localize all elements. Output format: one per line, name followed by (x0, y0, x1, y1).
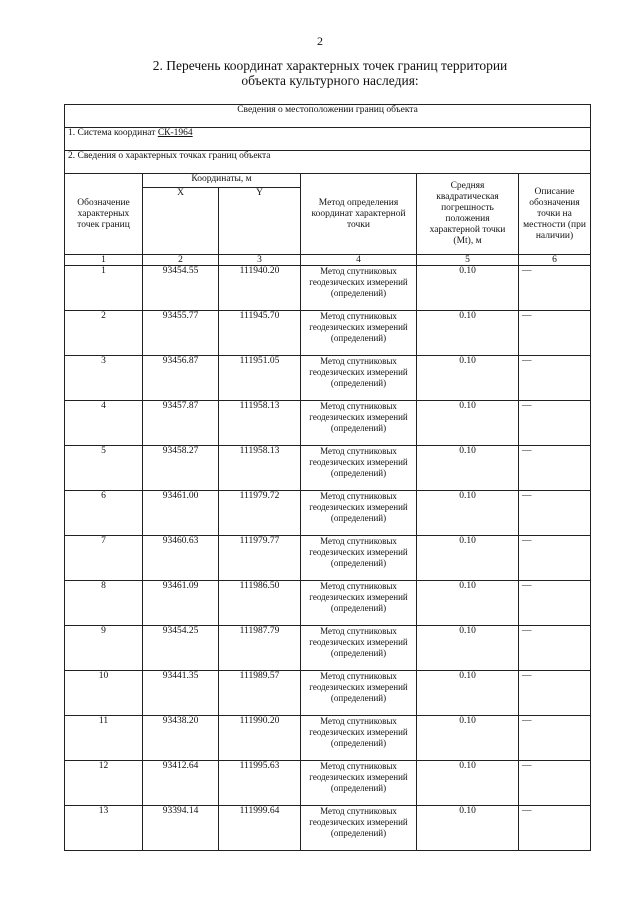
method-cell: Метод спутниковых геодезических измерений (определений) (301, 626, 417, 671)
coordinate-x: 93461.09 (143, 581, 219, 626)
point-number: 9 (65, 626, 143, 671)
error-value: 0.10 (417, 401, 519, 446)
coordinate-y: 111940.20 (219, 266, 301, 311)
coordinate-x: 93394.14 (143, 806, 219, 851)
point-number: 6 (65, 491, 143, 536)
table-row (65, 761, 591, 806)
coordinate-y: 111995.63 (219, 761, 301, 806)
error-value: 0.10 (417, 761, 519, 806)
method-cell: Метод спутниковых геодезических измерений (определений) (301, 536, 417, 581)
coordinate-x: 93456.87 (143, 356, 219, 401)
method-cell: Метод спутниковых геодезических измерений (определений) (301, 671, 417, 716)
document-title (60, 58, 600, 88)
description-cell: — (519, 626, 591, 671)
point-number: 5 (65, 446, 143, 491)
coordinate-y: 111986.50 (219, 581, 301, 626)
column-number: 3 (219, 255, 301, 266)
table-row (65, 806, 591, 851)
method-cell: Метод спутниковых геодезических измерений (определений) (301, 806, 417, 851)
title-line-1: 2. Перечень координат характерных точек границ территории (152, 58, 508, 73)
header-y: Y (219, 188, 301, 255)
header-x: X (143, 188, 219, 255)
description-cell: — (519, 446, 591, 491)
table-row (65, 401, 591, 446)
column-number: 2 (143, 255, 219, 266)
coordinates-table (64, 104, 591, 851)
coordinate-x: 93441.35 (143, 671, 219, 716)
coordinate-y: 111979.77 (219, 536, 301, 581)
column-number: 1 (65, 255, 143, 266)
point-number: 8 (65, 581, 143, 626)
method-cell: Метод спутниковых геодезических измерений (определений) (301, 401, 417, 446)
table-row (65, 266, 591, 311)
description-cell: — (519, 671, 591, 716)
error-value: 0.10 (417, 581, 519, 626)
error-value: 0.10 (417, 491, 519, 536)
coordinate-system-row (65, 128, 591, 151)
coordinate-x: 93412.64 (143, 761, 219, 806)
error-value: 0.10 (417, 446, 519, 491)
description-cell: — (519, 401, 591, 446)
method-cell: Метод спутниковых геодезических измерений (определений) (301, 446, 417, 491)
table-row (65, 491, 591, 536)
table-row (65, 446, 591, 491)
coordinate-x: 93458.27 (143, 446, 219, 491)
error-value: 0.10 (417, 356, 519, 401)
coordinate-system-label: 1. Система координат (68, 128, 158, 138)
coordinate-x: 93454.55 (143, 266, 219, 311)
description-cell: — (519, 761, 591, 806)
coordinate-x: 93460.63 (143, 536, 219, 581)
table-row (65, 311, 591, 356)
description-cell: — (519, 266, 591, 311)
table-caption: Сведения о местоположении границ объекта (65, 105, 591, 128)
method-cell: Метод спутниковых геодезических измерений (определений) (301, 491, 417, 536)
coordinate-x: 93454.25 (143, 626, 219, 671)
points-section-title: 2. Сведения о характерных точках границ объекта (65, 151, 591, 174)
point-number: 3 (65, 356, 143, 401)
point-number: 10 (65, 671, 143, 716)
header-description: Описание обозначения точки на местности (при наличии) (519, 174, 591, 255)
coordinate-y: 111958.13 (219, 446, 301, 491)
column-number: 5 (417, 255, 519, 266)
error-value: 0.10 (417, 311, 519, 356)
table-row (65, 536, 591, 581)
error-value: 0.10 (417, 626, 519, 671)
method-cell: Метод спутниковых геодезических измерений (определений) (301, 581, 417, 626)
point-number: 4 (65, 401, 143, 446)
description-cell: — (519, 311, 591, 356)
caption-row (65, 105, 591, 128)
description-cell: — (519, 356, 591, 401)
coordinate-y: 111987.79 (219, 626, 301, 671)
header-coordinates: Координаты, м (143, 174, 301, 188)
title-line-2: объекта культурного наследия: (241, 73, 419, 88)
column-number: 4 (301, 255, 417, 266)
point-number: 1 (65, 266, 143, 311)
point-number: 2 (65, 311, 143, 356)
coordinate-y: 111979.72 (219, 491, 301, 536)
header-designation: Обозначение характерных точек границ (65, 174, 143, 255)
page-number: 2 (317, 34, 323, 48)
error-value: 0.10 (417, 536, 519, 581)
column-number: 6 (519, 255, 591, 266)
coordinate-y: 111999.64 (219, 806, 301, 851)
error-value: 0.10 (417, 716, 519, 761)
error-value: 0.10 (417, 266, 519, 311)
coordinate-y: 111945.70 (219, 311, 301, 356)
description-cell: — (519, 491, 591, 536)
coordinate-y: 111951.05 (219, 356, 301, 401)
coordinate-y: 111989.57 (219, 671, 301, 716)
method-cell: Метод спутниковых геодезических измерений (определений) (301, 356, 417, 401)
column-number-row (65, 255, 591, 266)
coordinate-system (65, 128, 591, 151)
coordinate-y: 111990.20 (219, 716, 301, 761)
table-row (65, 581, 591, 626)
point-number: 13 (65, 806, 143, 851)
table-row (65, 671, 591, 716)
method-cell: Метод спутниковых геодезических измерений (определений) (301, 716, 417, 761)
coordinate-x: 93438.20 (143, 716, 219, 761)
method-cell: Метод спутниковых геодезических измерений (определений) (301, 761, 417, 806)
coordinate-system-link[interactable]: СК-1964 (157, 128, 193, 138)
description-cell: — (519, 536, 591, 581)
method-cell: Метод спутниковых геодезических измерений (определений) (301, 311, 417, 356)
coordinate-x: 93461.00 (143, 491, 219, 536)
table-row (65, 356, 591, 401)
error-value: 0.10 (417, 806, 519, 851)
header-error: Средняя квадратическая погрешность положения характерной точки (Mt), м (417, 174, 519, 255)
header-method: Метод определения координат характерной точки (301, 174, 417, 255)
description-cell: — (519, 806, 591, 851)
description-cell: — (519, 581, 591, 626)
coordinate-y: 111958.13 (219, 401, 301, 446)
description-cell: — (519, 716, 591, 761)
coordinate-x: 93457.87 (143, 401, 219, 446)
coordinate-x: 93455.77 (143, 311, 219, 356)
points-section-row (65, 151, 591, 174)
table-row (65, 626, 591, 671)
method-cell: Метод спутниковых геодезических измерений (определений) (301, 266, 417, 311)
point-number: 7 (65, 536, 143, 581)
point-number: 11 (65, 716, 143, 761)
table-row (65, 716, 591, 761)
point-number: 12 (65, 761, 143, 806)
error-value: 0.10 (417, 671, 519, 716)
header-row-1 (65, 174, 591, 188)
